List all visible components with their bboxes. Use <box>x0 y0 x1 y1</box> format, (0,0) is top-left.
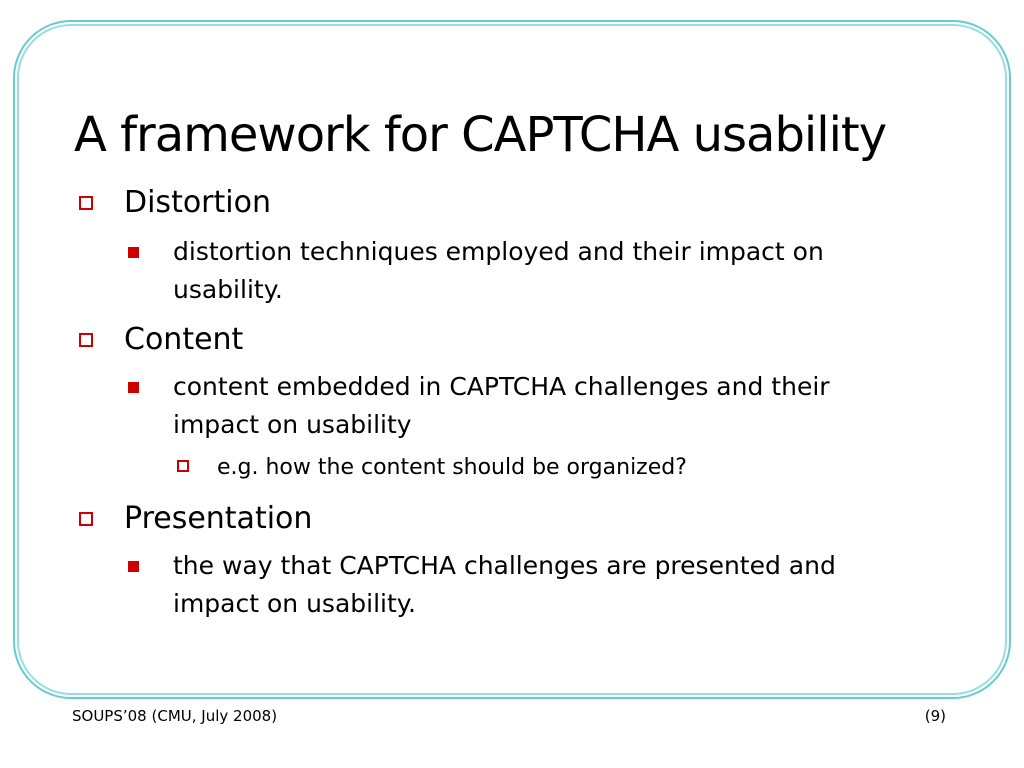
solid-square-bullet-icon <box>128 382 139 393</box>
section-heading-content: Content <box>124 322 244 357</box>
hollow-square-bullet-icon <box>79 196 93 210</box>
detail-line: distortion techniques employed and their impact on <box>173 237 824 266</box>
detail-line: impact on usability. <box>173 589 416 618</box>
solid-square-bullet-icon <box>128 247 139 258</box>
footer-conference: SOUPS’08 (CMU, July 2008) <box>72 707 278 725</box>
hollow-square-bullet-icon <box>79 512 93 526</box>
detail-line: the way that CAPTCHA challenges are presented and <box>173 551 836 580</box>
hollow-square-bullet-icon <box>79 333 93 347</box>
slide-title: A framework for CAPTCHA usability <box>74 107 887 163</box>
sub-detail-line: e.g. how the content should be organized? <box>217 455 687 480</box>
hollow-square-bullet-icon <box>177 460 189 472</box>
detail-line: content embedded in CAPTCHA challenges and their <box>173 372 830 401</box>
solid-square-bullet-icon <box>128 561 139 572</box>
detail-line: impact on usability <box>173 410 412 439</box>
section-heading-presentation: Presentation <box>124 501 313 536</box>
section-heading-distortion: Distortion <box>124 185 271 220</box>
footer-page-number: (9) <box>924 707 946 725</box>
detail-line: usability. <box>173 275 283 304</box>
